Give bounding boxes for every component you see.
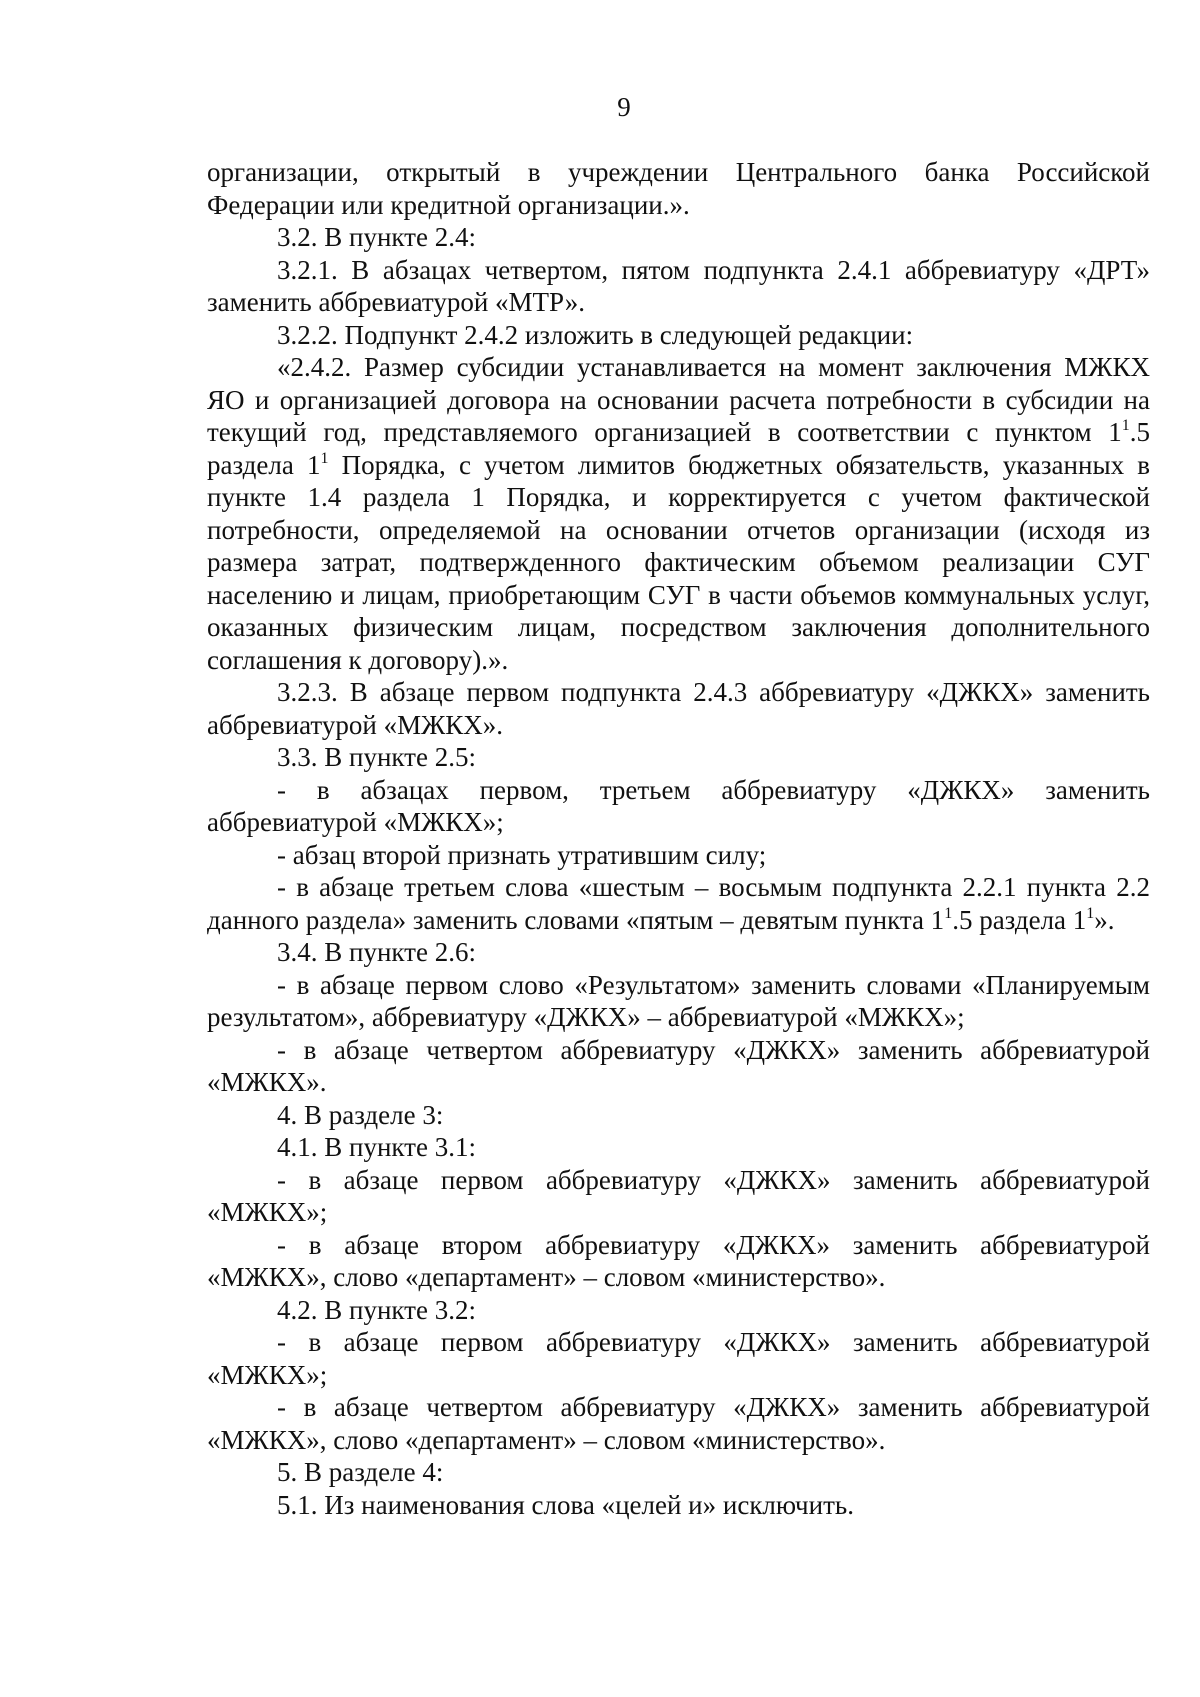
paragraph: 3.2.2. Подпункт 2.4.2 изложить в следующей редакции: <box>277 319 914 350</box>
paragraph: - в абзаце первом слово «Результатом» заменить словами «Планируемым результатом», аббревиатуру «ДЖКХ» – аббревиатурой «МЖКХ»; <box>207 969 1150 1032</box>
paragraph: - в абзаце третьем слова «шестым – восьмым подпункта 2.2.1 пункта 2.2 данного раздела» заменить словами «пятым – девятым пункта $1^1.5$ раздела $1^1$». <box>207 872 1150 935</box>
paragraph: 5. В разделе 4: <box>277 1457 444 1487</box>
document-body <box>207 156 1150 1521</box>
paragraph: 3.2.3. В абзаце первом подпункта 2.4.3 аббревиатуру «ДЖКХ» заменить аббревиатурой «МЖКХ». <box>207 677 1150 740</box>
paragraph: 5.1. Из наименования слова «целей и» исключить. <box>277 1489 854 1520</box>
paragraph: «2.4.2. Размер субсидии устанавливается на момент заключения МЖКХ ЯО и организацией договора на основании расчета потребности в субсидии на текущий год, представляемого организацией в соответствии с пунктом $1^1.5$ раздела $1^1$ Порядка, с учетом лимитов бюджетных обязательств, указанных в пункте 1.4 раздела 1 Порядка, и корректируется с учетом фактической потребности, определяемой на основании отчетов организации (исходя из размера затрат, подтвержденного фактическим объемом реализации СУГ населению и лицам, приобретающим СУГ в части объемов коммунальных услуг, оказанных физическим лицам, посредством заключения дополнительного соглашения к договору).». <box>207 352 1150 675</box>
paragraph: - в абзаце четвертом аббревиатуру «ДЖКХ» заменить аббревиатурой «МЖКХ». <box>207 1034 1150 1097</box>
paragraph: 3.2. В пункте 2.4: <box>277 222 476 252</box>
paragraph: 3.3. В пункте 2.5: <box>277 742 476 772</box>
paragraph: 4.1. В пункте 3.1: <box>277 1132 476 1162</box>
paragraph: - в абзаце первом аббревиатуру «ДЖКХ» заменить аббревиатурой «МЖКХ»; <box>207 1164 1150 1227</box>
paragraph: - абзац второй признать утратившим силу; <box>277 839 767 870</box>
paragraph: 4. В разделе 3: <box>277 1099 444 1130</box>
paragraph: 3.2.1. В абзацах четвертом, пятом подпункта 2.4.1 аббревиатуру «ДРТ» заменить аббревиатурой «МТР». <box>207 254 1150 317</box>
paragraph: - в абзаце первом аббревиатуру «ДЖКХ» заменить аббревиатурой «МЖКХ»; <box>207 1327 1150 1390</box>
paragraph: - в абзаце четвертом аббревиатуру «ДЖКХ» заменить аббревиатурой «МЖКХ», слово «департамент» – словом «министерство». <box>207 1392 1150 1455</box>
paragraph: - в абзацах первом, третьем аббревиатуру «ДЖКХ» заменить аббревиатурой «МЖКХ»; <box>207 774 1150 837</box>
paragraph: организации, открытый в учреждении Центрального банка Российской Федерации или кредитной организации.». <box>207 157 1150 220</box>
paragraph: - в абзаце втором аббревиатуру «ДЖКХ» заменить аббревиатурой «МЖКХ», слово «департамент» – словом «министерство». <box>207 1229 1150 1292</box>
page-number: 9 <box>617 92 631 122</box>
paragraph: 4.2. В пункте 3.2: <box>277 1294 476 1325</box>
paragraph: 3.4. В пункте 2.6: <box>277 937 476 967</box>
